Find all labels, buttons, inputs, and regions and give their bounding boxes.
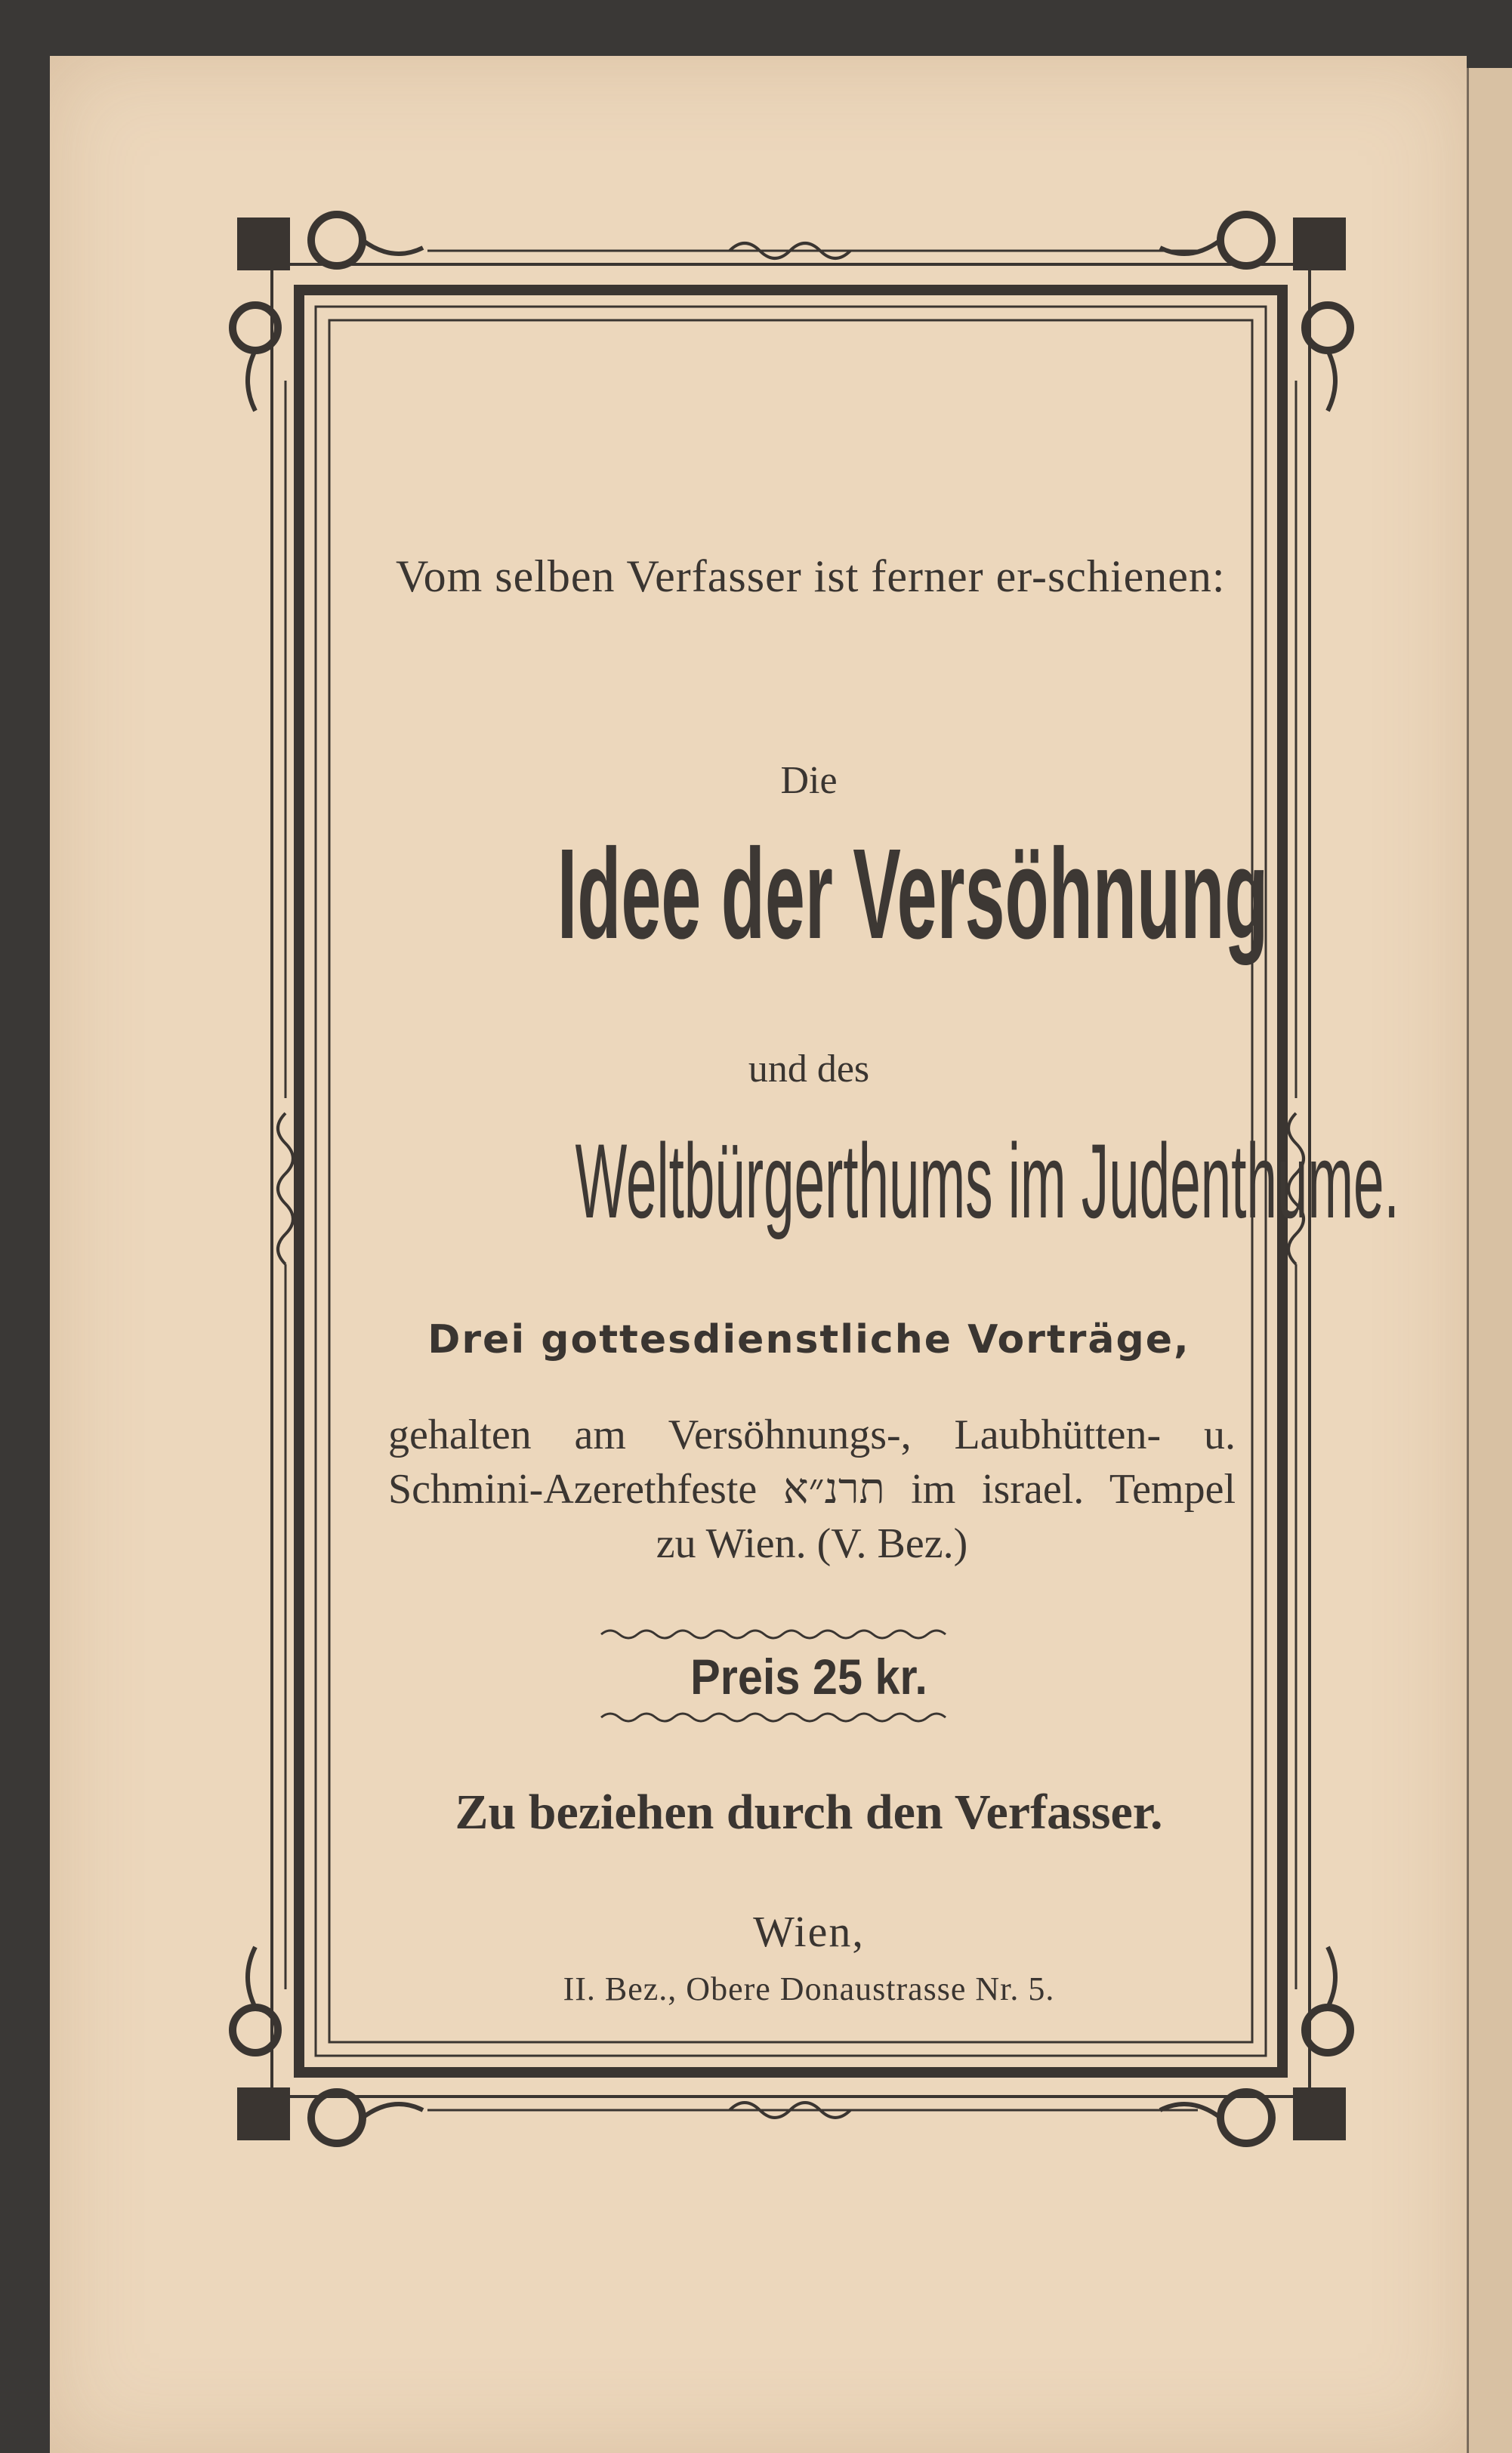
corner-ornament-top-right <box>1160 214 1350 411</box>
description-line: zu Wien. (V. Bez.) <box>656 1520 968 1567</box>
city: Wien, <box>753 1907 865 1956</box>
book-page <box>50 56 1467 2453</box>
lectures-heading: Drei gottesdienstliche Vorträge, <box>427 1317 1190 1362</box>
description <box>388 1408 1236 1571</box>
address: II. Bez., Obere Donaustrasse Nr. 5. <box>563 1970 1055 2007</box>
book-title: Idee der Versöhnung <box>557 822 1269 966</box>
adjacent-page-edge <box>1467 68 1512 2453</box>
corner-ornament-top-left <box>233 214 423 411</box>
ornamental-frame <box>50 56 1467 2453</box>
title-article: Die <box>780 759 838 802</box>
price: Preis 25 kr. <box>690 1649 927 1705</box>
description-line: gehalten am Versöhnungs-, Laubhütten- u. <box>388 1412 1236 1458</box>
title-connector: und des <box>748 1048 870 1091</box>
book-subtitle: Weltbürgerthums im Judenthume. <box>575 1122 1399 1240</box>
description-line: Schmini-Azerethfeste תרנ״א im israel. Tempel <box>388 1466 1236 1513</box>
availability-note: Zu beziehen durch den Verfasser. <box>455 1785 1163 1840</box>
intro-text: Vom selben Verfasser ist ferner er-schienen: <box>396 551 1226 601</box>
